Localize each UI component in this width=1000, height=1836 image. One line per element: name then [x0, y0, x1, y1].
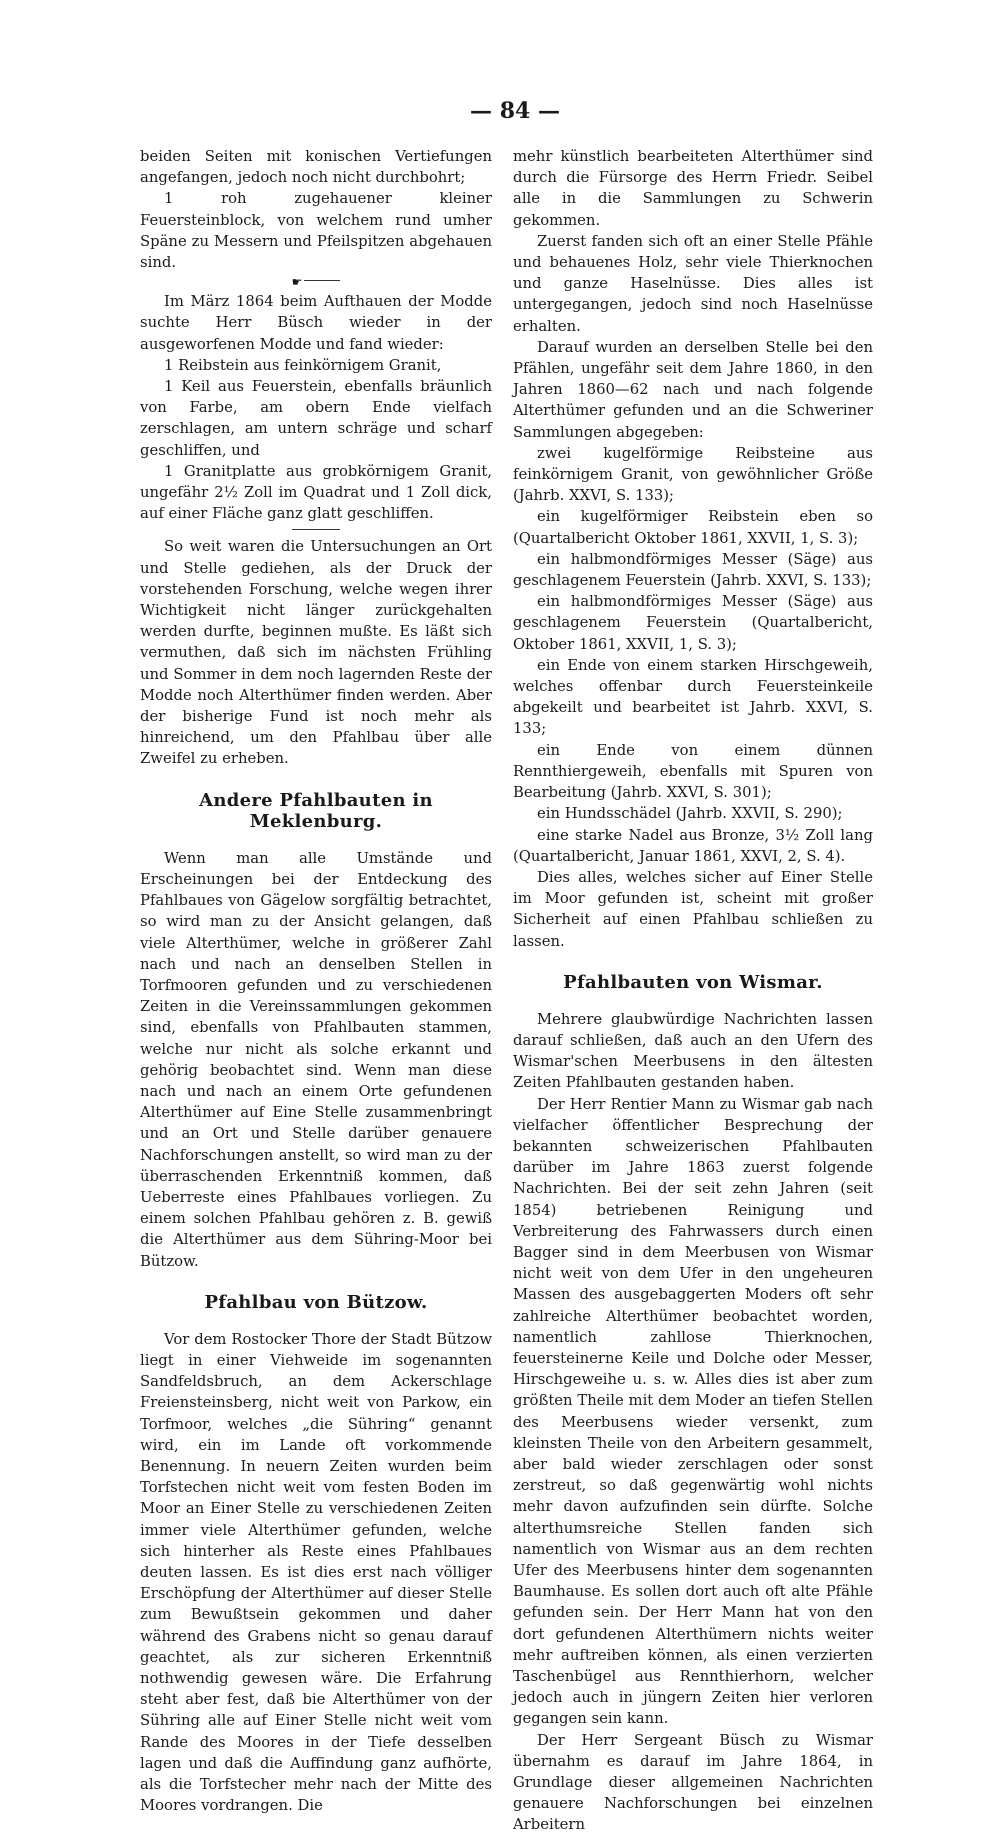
list-item: 1 Keil aus Feuerstein, ebenfalls bräunlich von Farbe, am obern Ende vielfach zerschlagen, am untern schräge und scharf geschliffen, und [140, 378, 492, 459]
section-heading: Pfahlbau von Bützow. [204, 1291, 428, 1313]
paragraph: beiden Seiten mit konischen Vertiefungen angefangen, jedoch noch nicht durchbohrt; [140, 148, 492, 187]
paragraph: Im März 1864 beim Aufthauen der Modde suchte Herr Büsch wieder in der ausgeworfenen Modde und fand wieder: [140, 293, 492, 353]
left-column [140, 146, 492, 1816]
pointing-hand-icon: ☛ [140, 273, 492, 291]
right-column [513, 146, 873, 1836]
list-item: ein Ende von einem dünnen Rennthiergeweih, ebenfalls mit Spuren von Bearbeitung (Jahrb. XXVI, S. 301); [513, 741, 873, 802]
section-heading: Pfahlbauten von Wismar. [563, 971, 823, 993]
list-item: 1 Reibstein aus feinkörnigem Granit, [164, 356, 442, 374]
list-item: 1 Granitplatte aus grobkörnigem Granit, ungefähr 2½ Zoll im Quadrat und 1 Zoll dick, auf einer Fläche ganz glatt geschliffen. [140, 462, 492, 523]
list-item: ein halbmondförmiges Messer (Säge) aus geschlagenem Feuerstein (Jahrb. XXVI, S. 133); [513, 550, 873, 590]
list-item: zwei kugelförmige Reibsteine aus feinkörnigem Granit, von gewöhnlicher Größe (Jahrb. XXVI, S. 133); [513, 444, 873, 505]
paragraph: Vor dem Rostocker Thore der Stadt Bützow liegt in einer Viehweide im sogenannten Sandfeldsbruch, an dem Ackerschlage Freiensteinsberg, nicht weit von Parkow, ein Torfmoor, welches „die Sühring“ genannt wird, ein im Lande oft vorkommende Benennung. In neuern Zeiten wurden beim Torfstechen nicht weit vom festen Boden im Moor an Einer Stelle zu verschiedenen Zeiten immer viele Alterthümer gefunden, welche sich hinterher als Reste eines Pfahlbaues deuten lassen. Es ist dies erst nach völliger Erschöpfung der Alterthümer auf dieser Stelle zum Bewußtsein gekommen und daher während des Grabens nicht so genau darauf geachtet, als zur sicheren Erkenntniß nothwendig gewesen wäre. Die Erfahrung steht aber fest, daß bie Alterthümer von der Sühring alle auf Einer Stelle nicht weit vom Rande des Moores in der Tiefe desselben lagen und daß die Auffindung ganz aufhörte, als die Torfstecher mehr nach der Mitte des Moores vordrangen. Die [140, 1330, 492, 1815]
list-item: ein Ende von einem starken Hirschgeweih, welches offenbar durch Feuersteinkeile abgekeilt und bearbeitet ist Jahrb. XXVI, S. 133; [513, 656, 873, 738]
list-item: ein halbmondförmiges Messer (Säge) aus geschlagenem Feuerstein (Quartalbericht, Oktober 1861, XXVII, 1, S. 3); [513, 593, 873, 653]
list-item: ein Hundsschädel (Jahrb. XXVII, S. 290); [537, 805, 843, 823]
paragraph: mehr künstlich bearbeiteten Alterthümer sind durch die Fürsorge des Herrn Friedr. Seibel alle in die Sammlungen zu Schwerin gekommen. [513, 148, 873, 229]
section-heading: Andere Pfahlbauten in Meklenburg. [199, 789, 433, 832]
paragraph: Darauf wurden an derselben Stelle bei den Pfählen, ungefähr seit dem Jahre 1860, in den Jahren 1860—62 nach und nach folgende Alterthümer gefunden und an die Schweriner Sammlungen abgegeben: [513, 338, 873, 441]
paragraph: Zuerst fanden sich oft an einer Stelle Pfähle und behauenes Holz, sehr viele Thierknochen und ganze Haselnüsse. Dies alles ist untergegangen, jedoch sind noch Haselnüsse erhalten. [513, 232, 873, 335]
page-number: — 84 — [470, 98, 560, 124]
section-divider [292, 529, 340, 530]
list-item: ein kugelförmiger Reibstein eben so (Quartalbericht Oktober 1861, XXVII, 1, S. 3); [513, 508, 873, 547]
paragraph: Der Herr Rentier Mann zu Wismar gab nach vielfacher öffentlicher Besprechung der bekannten schweizerischen Pfahlbauten darüber im Jahre 1863 zuerst folgende Nachrichten. Bei der seit zehn Jahren (seit 1854) betriebenen Reinigung und Verbreiterung des Fahrwassers durch einen Bagger sind in dem Meerbusen von Wismar nicht weit von dem Ufer in den ungeheuren Massen des ausgebaggerten Moders oft sehr zahlreiche Alterthümer beobachtet worden, namentlich zahllose Thierknochen, feuersteinerne Keile und Dolche oder Messer, Hirschgeweihe u. s. w. Alles dies ist aber zum größten Theile mit dem Moder an tiefen Stellen des Meerbusens wieder versenkt, zum kleinsten Theile von den Arbeitern gesammelt, aber bald wieder zerschlagen oder sonst zerstreut, so daß gegenwärtig wohl nichts mehr davon aufzufinden sein dürfte. Solche alterthumsreiche Stellen fanden sich namentlich von Wismar aus an dem rechten Ufer des Meerbusens hinter dem sogenannten Baumhause. Es sollen dort auch oft alte Pfähle gefunden sein. Der Herr Mann hat von den dort gefundenen Alterthümern nichts weiter mehr auftreiben können, als einen verzierten Taschenbügel aus Rennthierhorn, welcher jedoch auch in jüngern Zeiten hier verloren gegangen sein kann. [513, 1095, 873, 1728]
paragraph: Mehrere glaubwürdige Nachrichten lassen darauf schließen, daß auch an den Ufern des Wismar'schen Meerbusens in den ältesten Zeiten Pfahlbauten gestanden haben. [513, 1010, 873, 1092]
paragraph: 1 roh zugehauener kleiner Feuersteinblock, von welchem rund umher Späne zu Messern und Pfeilspitzen abgehauen sind. [140, 190, 492, 272]
paragraph: Wenn man alle Umstände und Erscheinungen bei der Entdeckung des Pfahlbaues von Gägelow sorgfältig betrachtet, so wird man zu der Ansicht gelangen, daß viele Alterthümer, welche in größerer Zahl nach und nach an denselben Stellen in Torfmooren gefunden und zu verschiedenen Zeiten in die Vereinssammlungen gekommen sind, ebenfalls von Pfahlbauten stammen, welche nur nicht als solche erkannt und gehörig beobachtet sind. Wenn man diese nach und nach an einem Orte gefundenen Alterthümer auf Eine Stelle zusammenbringt und an Ort und Stelle darüber genauere Nachforschungen anstellt, so wird man zu der überraschenden Erkenntniß kommen, daß Ueberreste eines Pfahlbaues vorliegen. Zu einem solchen Pfahlbau gehören z. B. gewiß die Alterthümer aus dem Sühring-Moor bei Bützow. [140, 849, 492, 1270]
paragraph: So weit waren die Untersuchungen an Ort und Stelle gediehen, als der Druck der vorstehenden Forschung, welche wegen ihrer Wichtigkeit nicht länger zurückgehalten werden durfte, beginnen mußte. Es läßt sich vermuthen, daß sich im nächsten Frühling und Sommer in dem noch lagernden Reste der Modde noch Alterthümer finden werden. Aber der bisherige Fund ist noch mehr als hinreichend, um den Pfahlbau über alle Zweifel zu erheben. [140, 538, 492, 768]
list-item: eine starke Nadel aus Bronze, 3½ Zoll lang (Quartalbericht, Januar 1861, XXVI, 2, S. 4). [513, 826, 873, 865]
paragraph: Der Herr Sergeant Büsch zu Wismar übernahm es darauf im Jahre 1864, in Grundlage dieser allgemeinen Nachrichten genauere Nachforschungen bei einzelnen Arbeitern [513, 1731, 873, 1834]
paragraph: Dies alles, welches sicher auf Einer Stelle im Moor gefunden ist, scheint mit großer Sicherheit auf einen Pfahlbau schließen zu lassen. [513, 868, 873, 950]
